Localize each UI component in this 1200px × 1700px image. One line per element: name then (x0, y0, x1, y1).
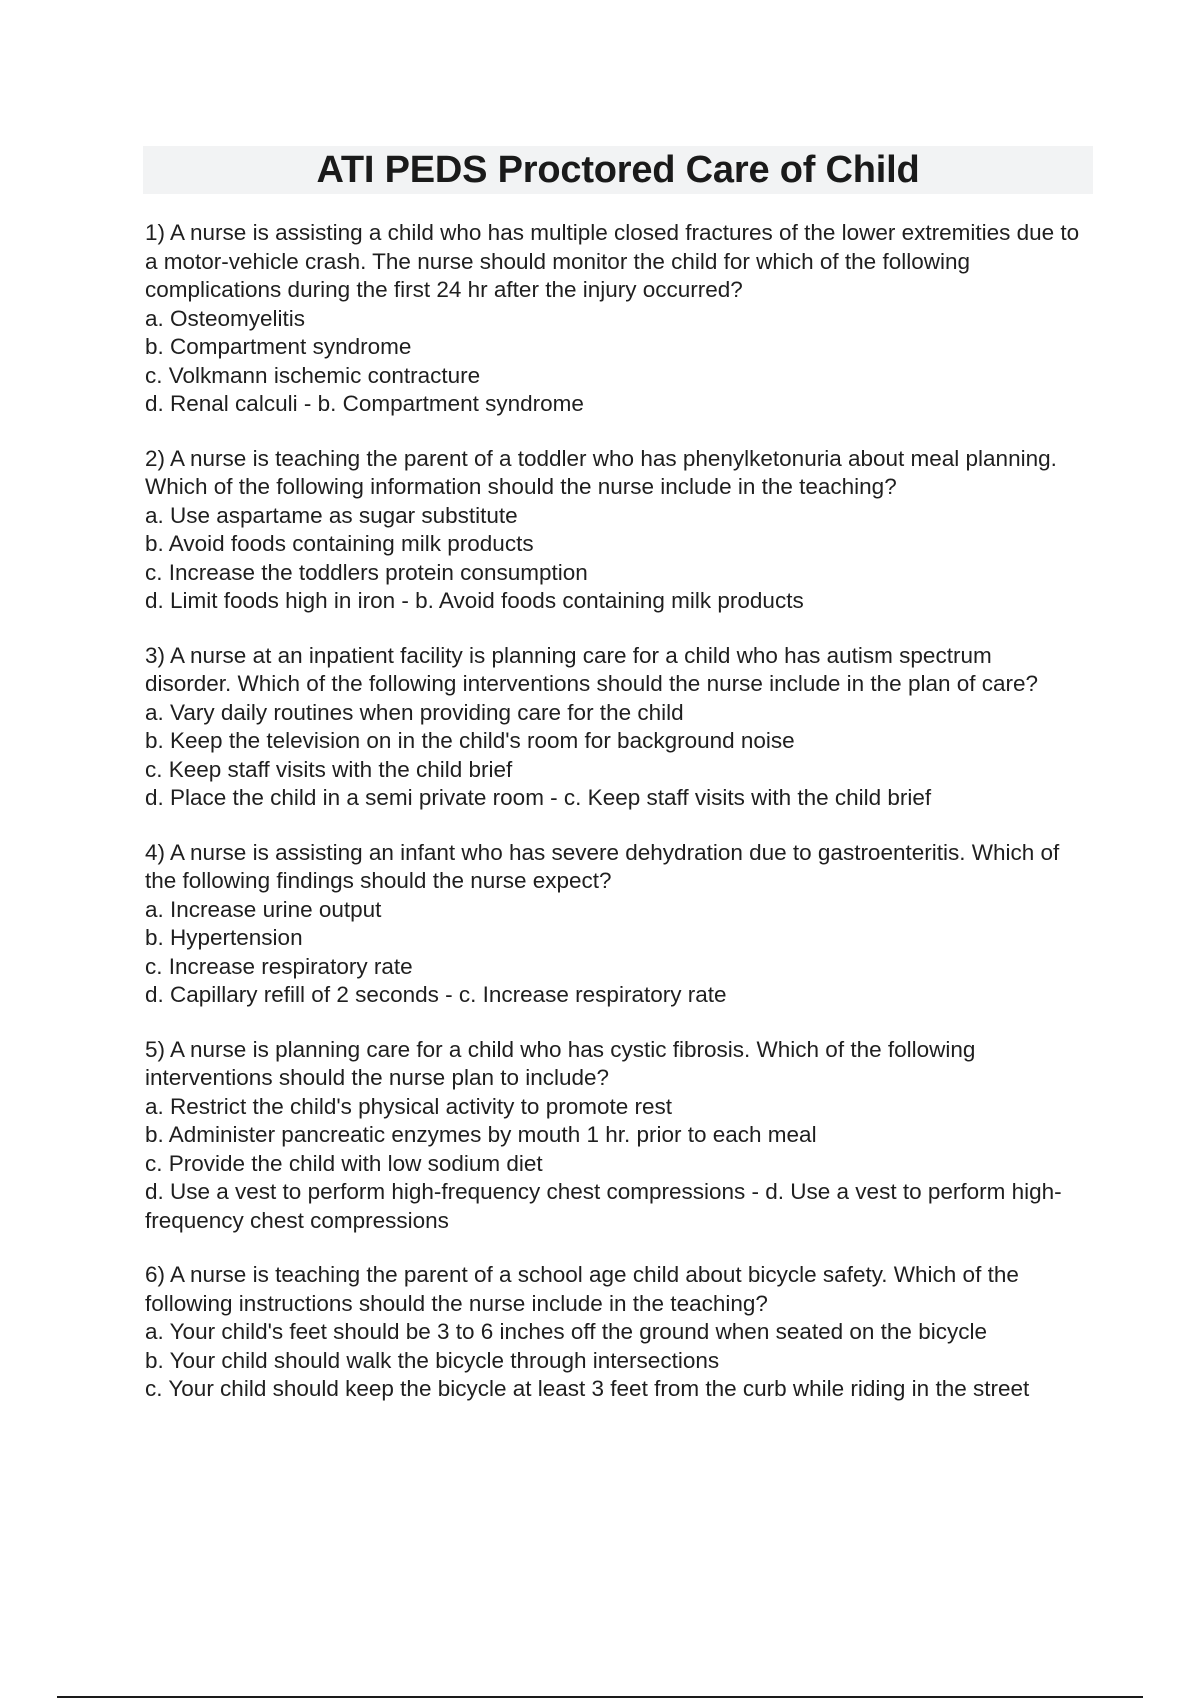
question-1-option-d: d. Renal calculi - b. Compartment syndrome (145, 391, 584, 416)
question-5-option-d: d. Use a vest to perform high-frequency chest compressions - d. Use a vest to perform high-frequency chest compressions (145, 1179, 1062, 1233)
question-2-stem: 2) A nurse is teaching the parent of a toddler who has phenylketonuria about meal planning. Which of the following information should the nurse include in the teaching? (145, 445, 1057, 499)
question-5-option-a: a. Restrict the child's physical activity to promote rest (145, 1093, 672, 1119)
question-3-option-a: a. Vary daily routines when providing care for the child (145, 699, 684, 725)
question-3-option-d: d. Place the child in a semi private room - c. Keep staff visits with the child brief (145, 785, 932, 810)
question-4-option-c: c. Increase respiratory rate (145, 953, 413, 979)
question-5 (145, 1036, 1085, 1236)
question-stem (145, 839, 1085, 896)
question-1 (145, 219, 1085, 419)
question-6 (145, 1261, 1085, 1404)
footer-divider (57, 1696, 1143, 1698)
question-2-option-a: a. Use aspartame as sugar substitute (145, 502, 518, 528)
answer-options (145, 1318, 1085, 1404)
question-3-stem: 3) A nurse at an inpatient facility is planning care for a child who has autism spectrum disorder. Which of the following interventions should the nurse include in the plan of care? (145, 642, 1039, 696)
answer-options (145, 896, 1085, 1010)
question-4 (145, 839, 1085, 1010)
question-4-option-d: d. Capillary refill of 2 seconds - c. Increase respiratory rate (145, 982, 727, 1007)
question-6-option-c: c. Your child should keep the bicycle at least 3 feet from the curb while riding in the street (145, 1376, 1030, 1401)
answer-options (145, 699, 1085, 813)
question-3-option-c: c. Keep staff visits with the child brief (145, 756, 513, 782)
question-1-option-c: c. Volkmann ischemic contracture (145, 362, 481, 388)
question-2-option-b: b. Avoid foods containing milk products (145, 531, 534, 556)
question-4-option-a: a. Increase urine output (145, 896, 382, 922)
question-list (145, 219, 1085, 1430)
title-banner (143, 146, 1093, 194)
question-4-stem: 4) A nurse is assisting an infant who has severe dehydration due to gastroenteritis. Which of the following findings should the nurse expect? (145, 839, 1060, 893)
question-stem (145, 1036, 1085, 1093)
question-3-option-b: b. Keep the television on in the child's room for background noise (145, 728, 795, 753)
question-6-stem: 6) A nurse is teaching the parent of a school age child about bicycle safety. Which of the following instructions should the nurse include in the teaching? (145, 1262, 1019, 1316)
question-5-option-b: b. Administer pancreatic enzymes by mouth 1 hr. prior to each meal (145, 1122, 817, 1147)
answer-options (145, 502, 1085, 616)
answer-options (145, 305, 1085, 419)
question-1-stem: 1) A nurse is assisting a child who has multiple closed fractures of the lower extremities due to a motor-vehicle crash. The nurse should monitor the child for which of the following complications during the first 24 hr after the injury occurred? (145, 220, 1080, 302)
question-6-option-a: a. Your child's feet should be 3 to 6 inches off the ground when seated on the bicycle (145, 1319, 987, 1344)
question-stem (145, 219, 1085, 305)
document-title: ATI PEDS Proctored Care of Child (316, 148, 920, 191)
question-2 (145, 445, 1085, 616)
question-6-option-b: b. Your child should walk the bicycle through intersections (145, 1347, 720, 1373)
question-stem (145, 1261, 1085, 1318)
answer-options (145, 1093, 1085, 1236)
question-5-stem: 5) A nurse is planning care for a child who has cystic fibrosis. Which of the following interventions should the nurse plan to include? (145, 1036, 976, 1090)
question-2-option-d: d. Limit foods high in iron - b. Avoid foods containing milk products (145, 588, 804, 613)
question-stem (145, 445, 1085, 502)
question-stem (145, 642, 1085, 699)
question-1-option-a: a. Osteomyelitis (145, 305, 306, 331)
question-3 (145, 642, 1085, 813)
question-2-option-c: c. Increase the toddlers protein consumption (145, 559, 588, 585)
question-1-option-b: b. Compartment syndrome (145, 334, 412, 359)
question-5-option-c: c. Provide the child with low sodium diet (145, 1150, 543, 1176)
question-4-option-b: b. Hypertension (145, 925, 303, 950)
